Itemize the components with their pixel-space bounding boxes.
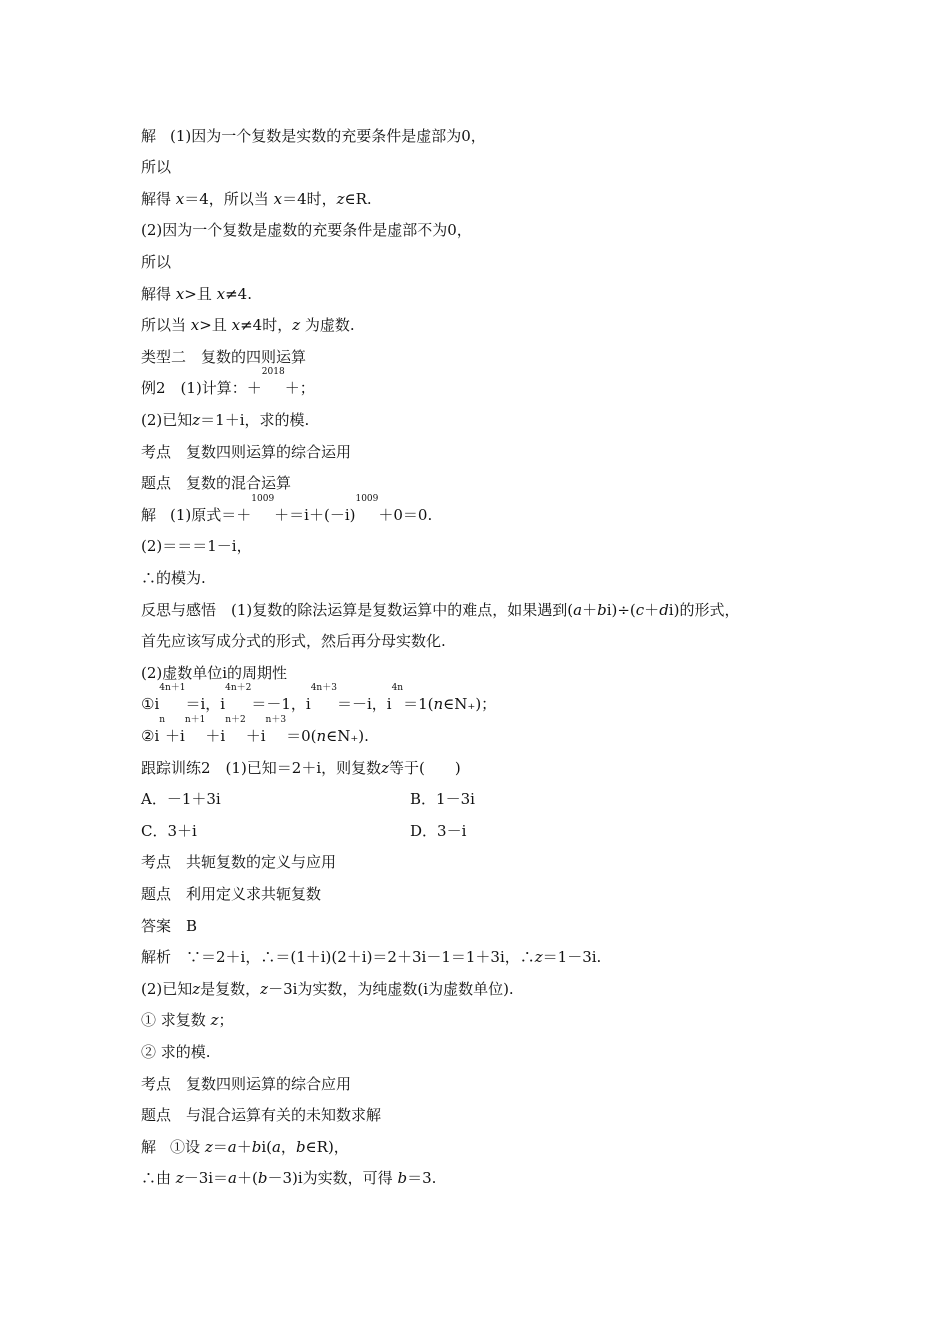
text-line: 所以当 x>且 x≠4时，z 为虚数. xyxy=(141,316,355,334)
option-b: B．1－3i xyxy=(410,790,475,808)
text-line: ∴由 z－3i＝a＋(b－3)i为实数，可得 b＝3. xyxy=(141,1169,437,1187)
text-line: (2)虚数单位i的周期性 xyxy=(141,664,288,682)
topic-line: 考点 复数四则运算的综合运用 xyxy=(141,443,352,461)
text-line: 所以 xyxy=(141,253,172,271)
topic-line: 考点 共轭复数的定义与应用 xyxy=(141,853,337,871)
formula-line: $②i^n+i^{n+1}+i^{n+2}+i^{n+3}=0(n\in N_+)$. xyxy=(141,715,369,745)
text-line: (2)因为一个复数是虚数的充要条件是虚部不为0， xyxy=(141,221,472,239)
text-line: (2)＝＝＝1－i， xyxy=(141,537,252,555)
section-heading: 类型二 复数的四则运算 xyxy=(141,348,307,366)
text-line: 解得 x>且 x≠4. xyxy=(141,285,252,303)
topic-line: 题点 复数的混合运算 xyxy=(141,474,292,492)
analysis-line: 解析 ∵＝2＋i，∴＝(1＋i)(2＋i)＝2＋3i－1＝1＋3i，∴z＝1－3i. xyxy=(141,948,602,966)
topic-line: 考点 复数四则运算的综合应用 xyxy=(141,1075,352,1093)
option-c: C．3＋i xyxy=(141,822,197,840)
text-line: (2)已知z是复数，z－3i为实数，为纯虚数(i为虚数单位). xyxy=(141,980,514,998)
reflection-line: 反思与感悟 (1)复数的除法运算是复数运算中的难点，如果遇到(a＋bi)÷(c＋di)的形式， xyxy=(141,601,740,619)
option-d: D．3－i xyxy=(410,822,467,840)
options-row xyxy=(141,787,641,811)
text-line: 所以 xyxy=(141,158,172,176)
text-line: (2)已知z＝1＋i，求的模. xyxy=(141,411,310,429)
option-a: A．－1＋3i xyxy=(141,790,221,808)
solution-line: 解 (1)原式$=+^{1009}+=i+(-i)^{1009}+0=0$. xyxy=(141,494,433,524)
text-line: 解得 x＝4，所以当 x＝4时，z∈R. xyxy=(141,190,372,208)
formula-line: $①i^{4n+1}=i$，$i^{4n+2}=-1$，$i^{4n+3}=-i$，$i^{4n}=1(n\in N_+)$； xyxy=(141,683,497,713)
example-line: 例2 (1)计算：＋$^{2018}$＋； xyxy=(141,367,315,397)
topic-line: 题点 利用定义求共轭复数 xyxy=(141,885,322,903)
text-line: ① 求复数 z； xyxy=(141,1011,234,1029)
exercise-line: 跟踪训练2 (1)已知＝2＋i，则复数z等于( ) xyxy=(141,759,461,777)
solution-part1-line: 解 (1)因为一个复数是实数的充要条件是虚部为0， xyxy=(141,127,486,145)
topic-line: 题点 与混合运算有关的未知数求解 xyxy=(141,1106,382,1124)
options-row xyxy=(141,819,641,843)
text-line: ② 求的模. xyxy=(141,1043,211,1061)
text-line: 首先应该写成分式的形式，然后再分母实数化. xyxy=(141,632,446,650)
solution-line: 解 ①设 z＝a＋bi(a，b∈R)， xyxy=(141,1138,349,1156)
answer-line: 答案 B xyxy=(141,917,198,935)
solution-label: 解 xyxy=(141,127,157,145)
text-line: ∴的模为. xyxy=(141,569,206,587)
